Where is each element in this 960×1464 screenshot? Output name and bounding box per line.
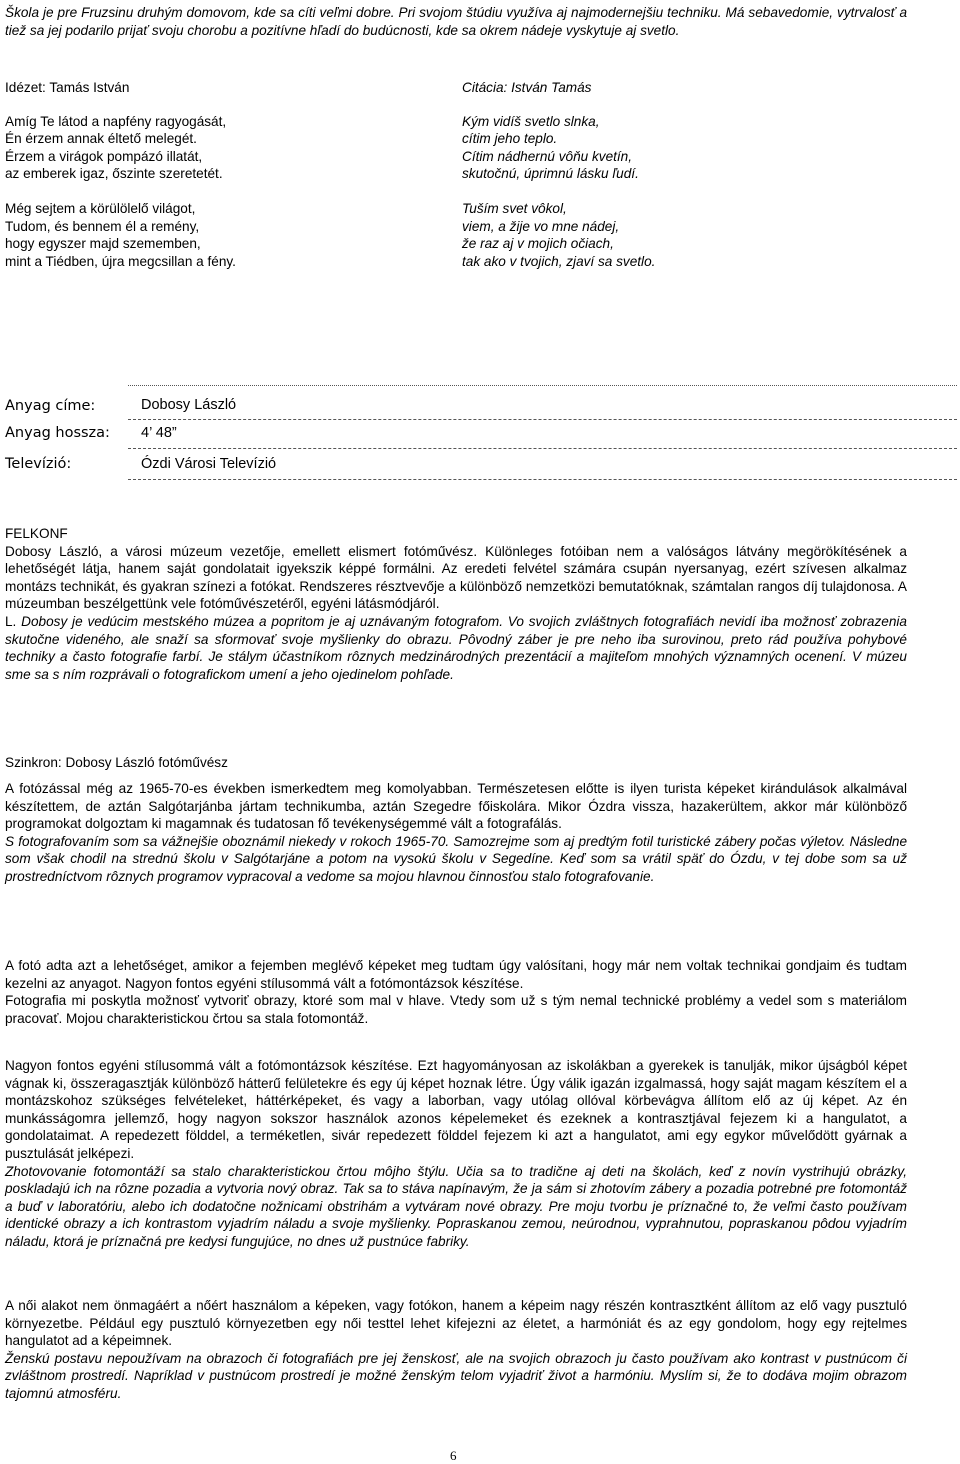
meta-title-label: Anyag címe: [5,398,96,414]
szinkron-p2-slovak: Fotografia mi poskytla možnosť vytvoriť obrazy, ktoré som mal v hlave. Vtedy som už s tým nemal technické problémy a vedel som s materiálom pracovať. Mojou charakteristickou črtou sa stala fotomontáž. [5,993,907,1026]
meta-divider [128,448,957,449]
poem-hu-heading: Idézet: Tamás István [5,80,130,95]
meta-divider [128,419,957,420]
szinkron-p3-hungarian: Nagyon fontos egyéni stílusommá vált a fotómontázsok készítése. Ezt hagyományosan az iskolákban a gyerekek is tanulják, mikor újságból képet vágnak ki, összeragasztják különböző hátterű felületekre és egy új képet hoznak létre. Úgy válik igazán izgalmassá, hogy saját magam készítem el a montázskohoz szükséges felvételeket, háttérképeket, és vagy a laborban, vagy utólag ollóval körbevágva állítom elő az új képet. Az én munkásságomra jellemző, hogy nagyon sokszor használok azonos képelemeket és ezeknek a kontrasztjával fejezem ki a hangulatot, a gondolataimat. A repedezett földdel, a terméketlen, sivár repedezett földdel fejezem ki azt a hangulatot, ami egy egykor művelődött gyárnak a pusztulását jelképezi. [5,1058,907,1161]
szinkron-paragraph-3 [5,1057,907,1251]
felkonf-slovak [5,613,907,683]
felkonf-hungarian: Dobosy László, a városi múzeum vezetője, emellett elismert fotóművész. Különleges fotóiban nem a valóságos látvány megörökítésének a lehetőségét látja, hanem saját gondolatait igyekszik képpé formálni. Az eredeti felvétel számára csupán nyersanyag, ezért szívesen alkalmaz montázs technikát, és gyakran színezi a fotókat. Rendszeres résztvevője a különböző nemzetközi bemutatóknak, számtalan rangos díj tulajdonosa. A múzeumban beszélgettünk vele fotóművészetéről, egyéni látásmódjáról. [5,543,907,612]
meta-row-tv [5,456,957,482]
meta-divider [128,479,957,480]
szinkron-p4-hungarian: A női alakot nem önmagáért a nőért használom a képeken, vagy fotókon, hanem a képeim nagy részén kontrasztként állítom az elő vagy pusztuló környezetbe. Például egy pusztuló környezetben egy női testtel lehet kifejezni az életet, a harmóniát és az egy gondolom, hogy egy rejtelmes hangulatot ad a képeimnek. [5,1298,907,1349]
intro-text: Škola je pre Fruzsinu druhým domovom, kde sa cíti veľmi dobre. Pri svojom štúdiu využíva aj najmodernejšiu techniku. Má sebavedomie, vytrvalosť a tiež sa jej podarilo prijať svoju chorobu a pozitívne hľadí do budúcnosti, kde sa okrem nádeje vyskytuje aj svetlo. [5,5,907,38]
poem-sk-stanza-2: Tuším svet vôkol, viem, a žije vo mne nádej, že raz aj v mojich očiach, tak ako v tvojich, zjaví sa svetlo. [462,200,656,269]
meta-row-title [5,386,957,412]
page-number: 6 [450,1448,457,1463]
felkonf-heading: FELKONF [5,526,68,541]
felkonf-section [5,525,907,683]
poem-slovak [462,79,792,270]
poem-sk-stanza-1: Kým vidíš svetlo slnka, cítim jeho teplo. Cítim nádhernú vôňu kvetín, skutočnú, úprimnú lásku ľudí. [462,113,639,182]
szinkron-p4-slovak: Ženskú postavu nepoužívam na obrazoch či fotografiách pre jej ženskosť, ale na svojich obrazoch ju často používam ako kontrast v pustnúcom či zvláštnom prostredí. Napríklad v pustnúcom prostredí je možné ženským telom vyjadriť život a harmóniu. Myslím si, že to dodáva mojim obrazom tajomnú atmosféru. [5,1350,907,1401]
szinkron-p3-slovak: Zhotovovanie fotomontáží sa stalo charakteristickou črtou môjho štýlu. Učia sa to tradične aj deti na školách, keď z novín vystrihujú obrázky, poskladajú ich na rôzne pozadia a vytvoria nový obraz. Tak sa to stáva napínavým, že ja sám si zhotovím zábery a pozadia potrebné pre fotomontáž a buď v laboratóriu, alebo ich dodatočne nožnicami obstrihám a vytváram nové obrazy. Pre moju tvorbu je príznačné to, že veľmi často používam identické obrazy a ich kontrastom vyjadrím náladu a svoje myšlienky. Popraskanou zemou, neúrodnou, vyprahnutou, popraskanou pôdou vyjadrím náladu, ktorá je príznačná pre kedysi fungujúce, no dnes už pustnúce fabriky. [5,1163,907,1249]
poem-hungarian [5,79,335,270]
felkonf-sk-prefix: L. [5,613,22,629]
meta-row-length [5,425,957,451]
poem-sk-heading: Citácia: István Tamás [462,80,592,95]
meta-tv-value: Ózdi Városi Televízió [141,456,277,472]
poem-hu-stanza-2: Még sejtem a körülölelő világot, Tudom, és bennem él a remény, hogy egyszer majd szememben, mint a Tiédben, újra megcsillan a fény. [5,200,236,269]
szinkron-heading-block [5,754,907,772]
meta-title-value: Dobosy László [141,397,237,413]
meta-length-value: 4’ 48” [141,425,177,441]
szinkron-p1-hungarian: A fotózással még az 1965-70-es években ismerkedtem meg komolyabban. Természetesen előtte is ilyen turista képeket kirándulások alkalmával készítettem, de aztán Salgótarjánba jártam technikumba, aztán Szegedre főiskolára. Mikor Ózdra vissza, hazakerültem, akkor már különböző programokat dolgoztam ki magamnak és tudatosan fő tevékenységemmé vált a fotografálás. [5,781,907,832]
szinkron-p2-hungarian: A fotó adta azt a lehetőséget, amikor a fejemben meglévő képeket meg tudtam úgy valósítani, hogy már nem voltak technikai gondjaim és tudtam kezelni az anyagot. Nagyon fontos egyéni stílusommá vált a fotómontázsok készítése. [5,958,907,991]
szinkron-paragraph-4 [5,1297,907,1403]
meta-tv-label: Televízió: [5,456,72,472]
meta-divider [128,385,957,386]
szinkron-paragraph-2 [5,957,907,1027]
intro-paragraph [5,4,907,39]
felkonf-sk-text: Dobosy je vedúcim mestského múzea a popritom je aj uznávaným fotografom. Vo svojich zvláštnych fotografiách nevidí iba možnosť zobrazenia skutočne videného, ale snaží sa sformovať svoje myšlienky do obrazu. Pôvodný záber je pre neho iba surovinou, preto rád používa pohybové techniky a často fotografie farbí. Je stálym účastníkom rôznych medzinárodných prezentácií a majiteľom mnohých významných ocenení. V múzeu sme sa s ním rozprávali o fotografickom umení a jeho ojedinelom pohľade. [5,613,907,682]
meta-length-label: Anyag hossza: [5,425,110,441]
szinkron-p1-slovak: S fotografovaním som sa vážnejšie oboznámil niekedy v rokoch 1965-70. Samozrejme som aj predtým fotil turistické zábery počas výletov. Následne som však chodil na strednú školu v Salgótarjáne a potom na vysokú školu v Segedíne. Keď som sa vrátil späť do Ózdu, v tej dobe som sa už prostredníctvom rôznych programov vypracoval a vedome sa mojou hlavnou činnosťou stalo fotografovanie. [5,833,907,884]
szinkron-heading: Szinkron: Dobosy László fotóművész [5,755,228,770]
poem-hu-stanza-1: Amíg Te látod a napfény ragyogását, Én érzem annak éltető melegét. Érzem a virágok pompázó illatát, az emberek igaz, őszinte szeretetét. [5,113,227,182]
szinkron-paragraph-1 [5,780,907,886]
